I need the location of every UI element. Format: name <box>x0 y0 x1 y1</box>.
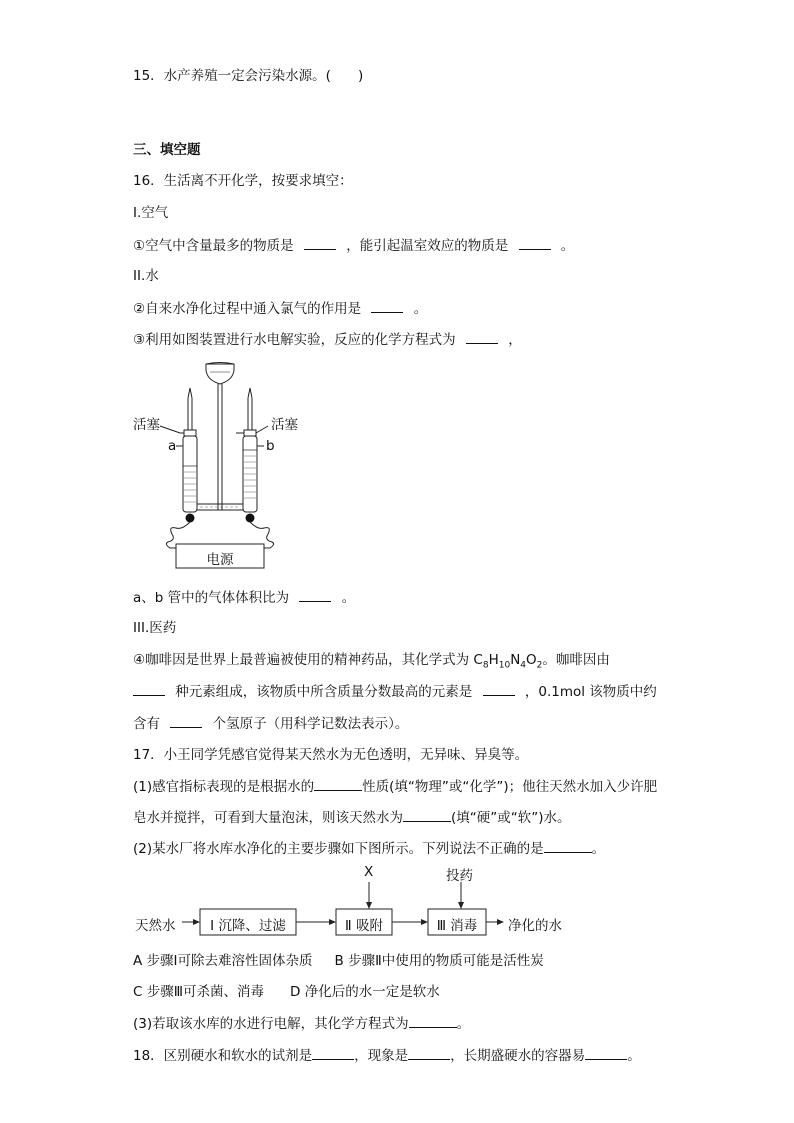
answer-blank[interactable] <box>304 236 336 250</box>
q18-text-c: ，长期盛硬水的容器易 <box>450 1048 586 1064</box>
flow-step-3: Ⅲ 消毒 <box>436 918 478 934</box>
answer-blank[interactable] <box>314 777 362 791</box>
question-17-part-1-cont <box>133 808 571 827</box>
item1-text-a: ①空气中含量最多的物质是 <box>133 238 294 254</box>
question-16-item-2 <box>133 299 427 318</box>
tube-b-label: b <box>266 438 275 454</box>
p2-end: 。 <box>591 841 606 857</box>
p1-text-c: 皂水并搅拌，可看到大量泡沫，则该天然水为 <box>133 810 403 826</box>
part-air-heading: I.空气 <box>133 205 169 221</box>
q18-text-d: 。 <box>627 1048 641 1064</box>
question-16-item-4-cont <box>133 682 657 701</box>
answer-blank[interactable] <box>466 330 498 344</box>
question-17-part-2 <box>133 839 605 858</box>
flow-input-label: 天然水 <box>135 918 176 934</box>
item4-text-b: 。咖啡因由 <box>542 652 610 668</box>
question-17-part-3 <box>133 1014 470 1033</box>
answer-blank[interactable] <box>408 1046 450 1060</box>
question-16-stem: 16．生活离不开化学，按要求填空： <box>133 173 353 189</box>
question-17-options-ab <box>133 952 544 970</box>
item4-text-c: 种元素组成，该物质中所含质量分数最高的元素是 <box>175 684 473 700</box>
question-16-item-4-end <box>133 714 408 733</box>
power-supply-label: 电源 <box>206 552 234 568</box>
valve-right-label: 活塞 <box>271 417 298 433</box>
p3-end: 。 <box>456 1016 471 1032</box>
tube-a-label: a <box>168 438 177 454</box>
question-17-options-cd <box>133 983 440 1001</box>
option-a[interactable]: A 步骤Ⅰ可除去难溶性固体杂质 <box>133 953 313 969</box>
p1-text-a: (1)感官指标表现的是根据水的 <box>133 779 315 795</box>
q18-text-a: 18．区别硬水和软水的试剂是 <box>133 1048 313 1064</box>
ratio-text-b: 。 <box>341 590 356 606</box>
question-16-item-1 <box>133 236 574 255</box>
flow-step-1: Ⅰ 沉降、过滤 <box>210 918 286 934</box>
electrolysis-apparatus-drawing <box>130 358 310 570</box>
flow-step-2: Ⅱ 吸附 <box>345 918 383 934</box>
answer-blank[interactable] <box>312 1046 354 1060</box>
answer-blank[interactable] <box>544 839 592 853</box>
item1-text-b: ，能引起温室效应的物质是 <box>346 238 509 254</box>
flow-output-label: 净化的水 <box>508 918 562 934</box>
answer-blank[interactable] <box>133 682 165 696</box>
q18-text-b: ，现象是 <box>354 1048 409 1064</box>
question-16-item-3 <box>133 330 522 349</box>
valve-left-label: 活塞 <box>133 417 160 433</box>
option-c[interactable]: C 步骤Ⅲ可杀菌、消毒 <box>133 984 265 1000</box>
answer-blank[interactable] <box>519 236 551 250</box>
item3-text-b: ， <box>508 332 522 348</box>
ratio-text-a: a、b 管中的气体体积比为 <box>133 590 290 606</box>
section-title: 三、填空题 <box>133 142 201 158</box>
question-17-part-1 <box>133 777 657 796</box>
answer-blank[interactable] <box>170 714 202 728</box>
purification-flow-diagram <box>130 862 630 942</box>
question-16-ratio <box>133 588 355 607</box>
caffeine-formula: $C_8H_{10}N_4O_2$ <box>473 652 543 671</box>
part-water-heading: II.水 <box>133 268 159 284</box>
question-18 <box>133 1046 641 1065</box>
electrolysis-apparatus-figure <box>130 358 310 570</box>
item4-text-e: 含有 <box>133 716 160 732</box>
item2-text-a: ②自来水净化过程中通入氯气的作用是 <box>133 301 362 317</box>
answer-blank[interactable] <box>371 299 403 313</box>
p1-text-d: (填“硬”或“软”)水。 <box>451 810 571 826</box>
p1-text-b: 性质(填“物理”或“化学”)；他往天然水加入少许肥 <box>362 779 658 795</box>
answer-blank[interactable] <box>409 1014 457 1028</box>
p2-text: (2)某水厂将水库水净化的主要步骤如下图所示。下列说法不正确的是 <box>133 841 544 857</box>
item3-text-a: ③利用如图装置进行水电解实验，反应的化学方程式为 <box>133 332 456 348</box>
p3-text: (3)若取该水库的水进行电解，其化学方程式为 <box>133 1016 409 1032</box>
flow-dose-label: 投药 <box>446 868 473 884</box>
item4-text-d: ，0.1mol 该物质中约 <box>524 684 657 700</box>
flow-x-label: X <box>364 864 374 880</box>
answer-blank[interactable] <box>299 588 331 602</box>
question-17-stem: 17．小王同学凭感官觉得某天然水为无色透明，无异味、异臭等。 <box>133 747 529 763</box>
option-b[interactable]: B 步骤Ⅱ中使用的物质可能是活性炭 <box>334 953 544 969</box>
answer-blank[interactable] <box>585 1046 627 1060</box>
option-d[interactable]: D 净化后的水一定是软水 <box>290 984 440 1000</box>
answer-blank[interactable] <box>403 808 451 822</box>
question-16-item-4 <box>133 651 610 675</box>
item2-text-b: 。 <box>413 301 428 317</box>
item4-text-a: ④咖啡因是世界上最普遍被使用的精神药品，其化学式为 <box>133 652 470 668</box>
item1-text-c: 。 <box>560 238 575 254</box>
item4-text-f: 个氢原子（用科学记数法表示）。 <box>212 716 409 732</box>
question-15: 15．水产养殖一定会污染水源。( ) <box>133 68 364 84</box>
part-medicine-heading: III.医药 <box>133 620 177 636</box>
answer-blank[interactable] <box>483 682 515 696</box>
